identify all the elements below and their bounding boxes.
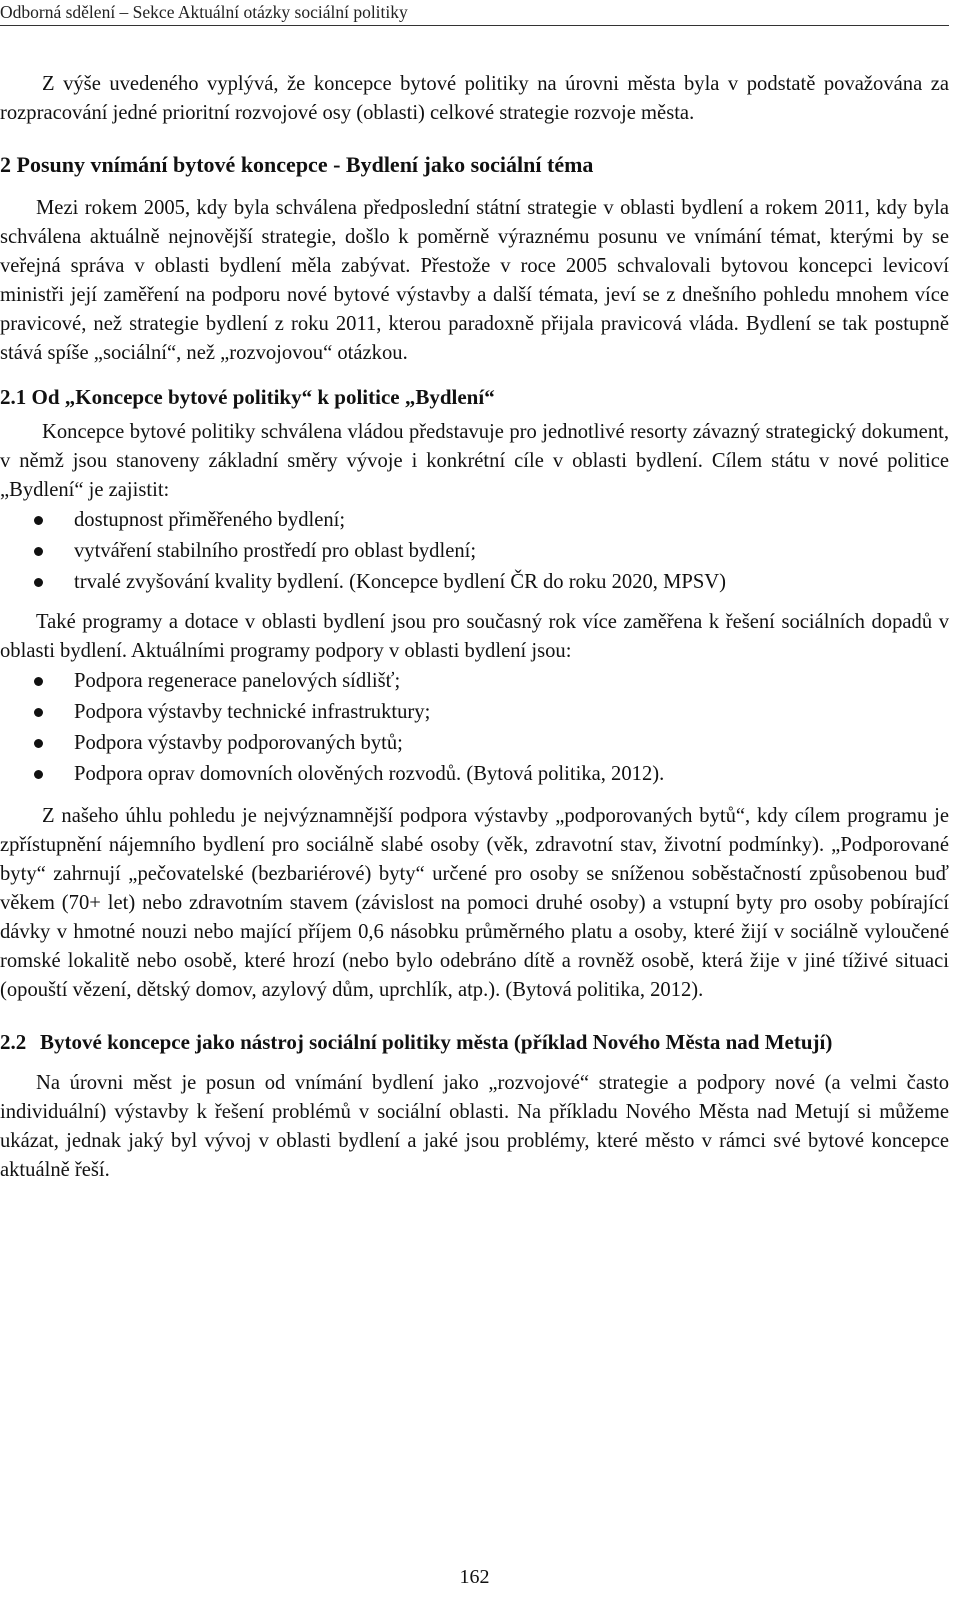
section-2-2-number: 2.2 <box>0 1030 27 1054</box>
list-item: Podpora výstavby technické infrastruktury; <box>0 697 949 728</box>
list-item: Podpora oprav domovních olověných rozvodů. (Bytová politika, 2012). <box>0 759 949 790</box>
section-2-heading: 2 Posuny vnímání bytové koncepce - Bydlení jako sociální téma <box>0 152 594 177</box>
list-item: dostupnost přiměřeného bydlení; <box>0 505 949 536</box>
section-2-2-paragraph: Na úrovni měst je posun od vnímání bydlení jako „rozvojové“ strategie a podpory nové (a velmi často individuální) výstavby k řešení problémů v sociální oblasti. Na příkladu Nového Města nad Metují si můžeme ukázat, jednak jaký byl vývoj v oblasti bydlení a jaké jsou problémy, které město v rámci své bytové koncepce aktuálně řeší. <box>0 1072 949 1181</box>
section-2-paragraph: Mezi rokem 2005, kdy byla schválena předposlední státní strategie v oblasti bydlení a rokem 2011, kdy byla schválena aktuálně nejnovější strategie, došlo k poměrně výraznému posunu ve vnímání témat, kterými by se veřejná správa v oblasti bydlení měla zabývat. Přestože v roce 2005 schvalovali bytovou koncepci levicoví ministři její zaměření na podporu nové bytové výstavby a další témata, jeví se z dnešního pohledu mnohem více pravicové, než strategie bydlení z roku 2011, kterou paradoxně přijala pravicová vláda. Bydlení se tak postupně stává spíše „sociální“, než „rozvojovou“ otázkou. <box>0 197 949 364</box>
bullet-icon <box>34 708 43 717</box>
section-2-2-title: Bytové koncepce jako nástroj sociální politiky města (příklad Nového Města nad Metují) <box>40 1030 833 1054</box>
bullet-icon <box>34 739 43 748</box>
section-2-1-paragraph-1: Koncepce bytové politiky schválena vládou představuje pro jednotlivé resorty závazný strategický dokument, v němž jsou stanoveny základní směry vývoje i konkrétní cíle v oblasti bydlení. Cílem státu v nové politice „Bydlení“ je zajistit: <box>0 421 949 501</box>
goals-list <box>0 505 949 598</box>
section-2-1-paragraph-2: Také programy a dotace v oblasti bydlení jsou pro současný rok více zaměřena k řešení sociálních dopadů v oblasti bydlení. Aktuálními programy podpory v oblasti bydlení jsou: <box>0 611 949 662</box>
bullet-icon <box>34 547 43 556</box>
page-content <box>0 70 949 1185</box>
list-item: Podpora regenerace panelových sídlišť; <box>0 666 949 697</box>
section-2-1-heading: 2.1 Od „Koncepce bytové politiky“ k politice „Bydlení“ <box>0 385 495 409</box>
programs-list <box>0 666 949 790</box>
bullet-icon <box>34 516 43 525</box>
bullet-icon <box>34 677 43 686</box>
intro-paragraph: Z výše uvedeného vyplývá, že koncepce bytové politiky na úrovni města byla v podstatě považována za rozpracování jedné prioritní rozvojové osy (oblasti) celkové strategie rozvoje města. <box>0 73 949 124</box>
bullet-icon <box>34 770 43 779</box>
section-2-2-heading <box>0 1027 949 1057</box>
running-header: Odborná sdělení – Sekce Aktuální otázky sociální politiky <box>0 2 408 22</box>
list-item: vytváření stabilního prostředí pro oblast bydlení; <box>0 536 949 567</box>
list-item: Podpora výstavby podporovaných bytů; <box>0 728 949 759</box>
header-divider <box>0 25 949 26</box>
page-number: 162 <box>459 1566 490 1588</box>
list-item: trvalé zvyšování kvality bydlení. (Koncepce bydlení ČR do roku 2020, MPSV) <box>0 567 949 598</box>
bullet-icon <box>34 578 43 587</box>
section-2-1-paragraph-3: Z našeho úhlu pohledu je nejvýznamnější podpora výstavby „podporovaných bytů“, kdy cílem programu je zpřístupnění nájemního bydlení pro sociálně slabé osoby (věk, zdravotní stav, životní podmínky). „Podporované byty“ zahrnují „pečovatelské (bezbariérové) byty“ určené pro osoby se sníženou soběstačností způsobenou buď věkem (70+ let) nebo zdravotním stavem (závislost na pomoci druhé osoby) a vstupní byty pro osoby pobírající dávky v hmotné nouzi nebo mající příjem 0,6 násobku průměrného platu a osoby, které žijí v sociálně vyloučené romské lokalitě nebo osobě, které hrozí (nebo bylo odebráno dítě a rovněž osobě, která žije v jiné tíživé situaci (opouští vězení, dětský domov, azylový dům, uprchlík, atp.). (Bytová politika, 2012). <box>0 805 949 1001</box>
